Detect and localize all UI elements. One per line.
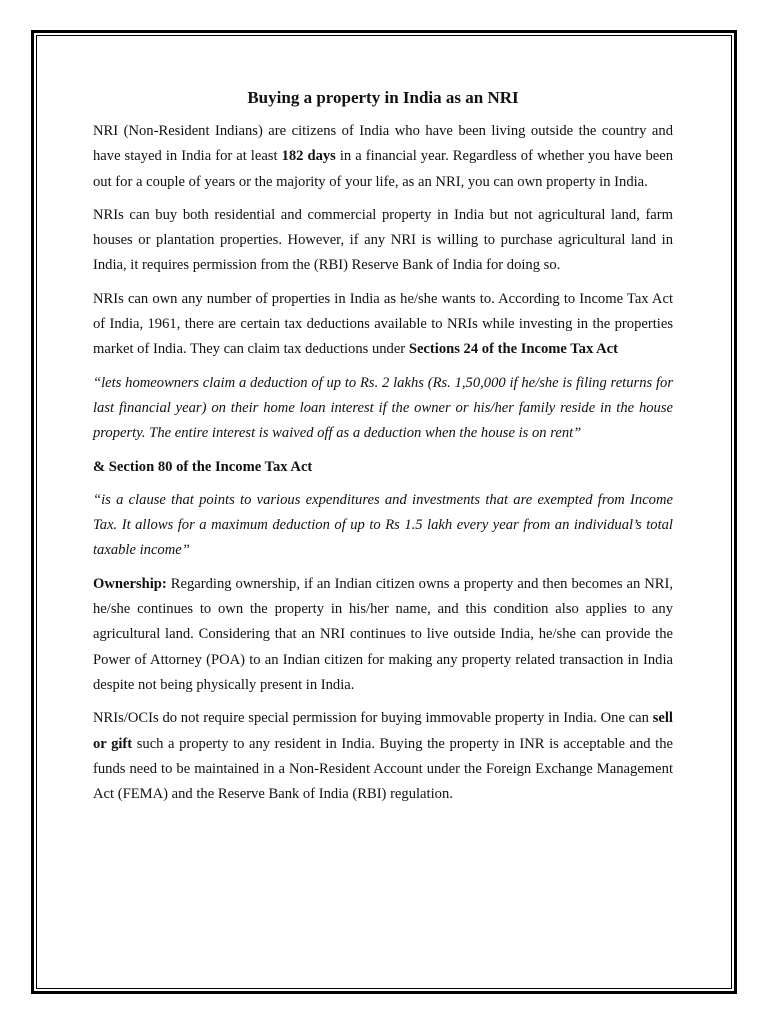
quote-section80: “is a clause that points to various expenditures and investments that are exempted from Income Tax. It allows for a maximum deduction of up to Rs 1.5 lakh every year from an individual’s total taxable income” [93,491,673,559]
ownership-label: Ownership: [93,575,167,592]
paragraph-tax-deductions [93,287,673,363]
ownership-text: Regarding ownership, if an Indian citizen owns a property and then becomes an NRI, he/she continues to own the property in his/her name, and this condition also applies to any agricultural land. Considering that an NRI continues to live outside India, he/she can provide the Power of Attorney (POA) to an Indian citizen for making any property related transaction in India despite not being physically present in India. [93,575,673,693]
document-body [93,86,673,815]
heading-section80: & Section 80 of the Income Tax Act [93,458,313,475]
paragraph-nri-oci [93,706,673,807]
paragraph-nri-definition [93,119,673,195]
paragraph-property-types: NRIs can buy both residential and commercial property in India but not agricultural land, farm houses or plantation properties. However, if any NRI is willing to purchase agricultural land in India, it requires permission from the (RBI) Reserve Bank of India for doing so. [93,206,673,274]
p1-text-a: NRI (Non-Resident Indians) are citizens of India who have been living outside the country and have stayed in India for at least [93,123,673,165]
p1-text-c: in a financial year. Regardless of whether you have been out for a couple of years or the majority of your life, as an NRI, you can own property in India. [93,148,674,190]
p3-text-a: NRIs can own any number of properties in India as he/she wants to. According to Income Tax Act of India, 1961, there are certain tax deductions available to NRIs while investing in the properties market of India. They can claim tax deductions under [93,290,673,358]
p3-bold-section24: Sections 24 of the Income Tax Act [408,341,618,358]
paragraph-ownership [93,572,673,698]
p1-bold-days: 182 days [281,148,336,165]
p5-text-c: such a property to any resident in India. Buying the property in INR is acceptable and the funds need to be maintained in a Non-Resident Account under the Foreign Exchange Management Act (FEMA) and the Reserve Bank of India (RBI) regulation. [93,735,673,803]
quote-section24: “lets homeowners claim a deduction of up to Rs. 2 lakhs (Rs. 1,50,000 if he/she is filing returns for last financial year) on their home loan interest if the owner or his/her family reside in the house property. The entire interest is waived off as a deduction when the house is on rent” [93,374,673,442]
p5-bold-sell-gift: sell or gift [93,710,673,752]
p5-text-a: NRIs/OCIs do not require special permission for buying immovable property in India. One can [93,710,653,727]
document-title: Buying a property in India as an NRI [247,88,519,107]
